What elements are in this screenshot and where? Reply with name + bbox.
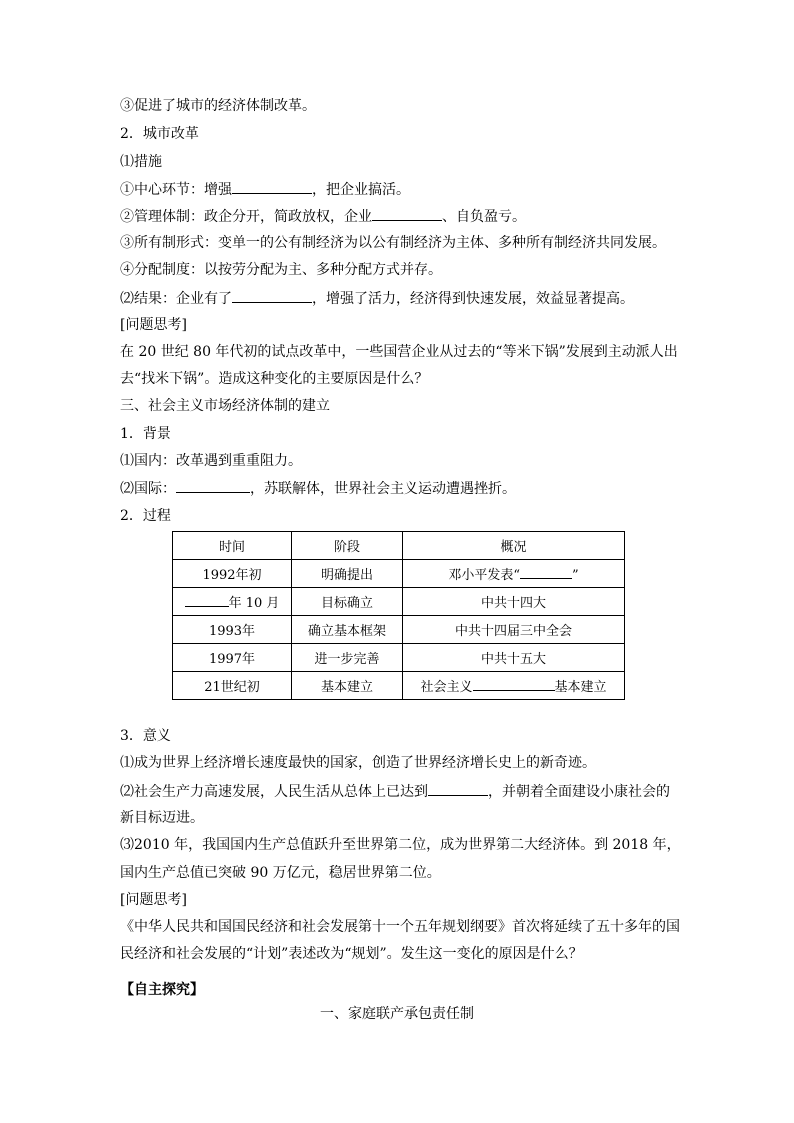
text-line: ④分配制度：以按劳分配为主、多种分配方式并存。 xyxy=(120,262,442,278)
fill-blank[interactable] xyxy=(428,781,488,796)
table-header-row xyxy=(173,532,625,560)
table-cell: 明确提出 xyxy=(292,560,403,588)
subheading: 3．意义 xyxy=(120,728,171,744)
text-segment: ①中心环节：增强 xyxy=(120,182,232,198)
question-label: [问题思考] xyxy=(120,317,187,333)
text-line: 去“找米下锅”。造成这种变化的主要原因是什么？ xyxy=(120,371,429,387)
text-line: 民经济和社会发展的“计划”表述改为“规划”。发生这一变化的原因是什么？ xyxy=(120,946,583,962)
table-cell: 中共十五大 xyxy=(403,644,625,672)
table-cell: 21世纪初 xyxy=(173,672,292,700)
fill-blank[interactable] xyxy=(185,592,229,607)
text-line: 国内生产总值已突破 90 万亿元，稳居世界第二位。 xyxy=(120,865,441,881)
table-cell xyxy=(173,588,292,616)
table-header: 概况 xyxy=(403,532,625,560)
table-cell xyxy=(403,560,625,588)
text-segment: ，把企业搞活。 xyxy=(312,182,410,198)
table-row xyxy=(173,560,625,588)
text-segment: ⑵社会生产力高速发展，人民生活从总体上已达到 xyxy=(120,784,428,800)
subheading: ⑴措施 xyxy=(120,154,162,170)
section-title: 一、家庭联产承包责任制 xyxy=(320,1006,474,1022)
text-segment: 年 10 月 xyxy=(228,596,280,611)
text-line: 新目标迈进。 xyxy=(120,810,204,826)
subheading: 1．背景 xyxy=(120,426,171,442)
table-header: 时间 xyxy=(173,532,292,560)
text-line xyxy=(120,288,634,309)
text-segment: ②管理体制：政企分开，简政放权，企业 xyxy=(120,209,372,225)
text-line: 《中华人民共和国国民经济和社会发展第十一个五年规划纲要》首次将延续了五十多年的国 xyxy=(120,919,680,935)
table-cell xyxy=(403,672,625,700)
fill-blank[interactable] xyxy=(176,478,250,493)
table-cell: 基本建立 xyxy=(292,672,403,700)
text-line xyxy=(120,206,526,227)
process-table xyxy=(172,531,625,700)
text-line: 在 20 世纪 80 年代初的试点改革中，一些国营企业从过去的“等米下锅”发展到主动派人出 xyxy=(120,344,678,360)
subheading: 2．过程 xyxy=(120,508,171,524)
fill-blank[interactable] xyxy=(232,288,312,303)
text-segment: ，并朝着全面建设小康社会的 xyxy=(488,784,670,800)
text-line xyxy=(120,179,410,200)
section-heading: 2．城市改革 xyxy=(120,126,199,142)
text-segment: 基本建立 xyxy=(554,680,607,695)
question-label: [问题思考] xyxy=(120,892,187,908)
table-row xyxy=(173,672,625,700)
table-cell: 目标确立 xyxy=(292,588,403,616)
text-segment: ，苏联解体，世界社会主义运动遭遇挫折。 xyxy=(250,481,516,497)
table-row xyxy=(173,644,625,672)
text-line: ③促进了城市的经济体制改革。 xyxy=(120,98,316,114)
text-segment: ⑵国际： xyxy=(120,481,176,497)
section-heading: 三、社会主义市场经济体制的建立 xyxy=(120,398,330,414)
table-row xyxy=(173,588,625,616)
table-cell: 1992年初 xyxy=(173,560,292,588)
table-row xyxy=(173,616,625,644)
table-cell: 中共十四届三中全会 xyxy=(403,616,625,644)
fill-blank[interactable] xyxy=(520,564,572,579)
fill-blank[interactable] xyxy=(232,179,312,194)
text-segment: 社会主义 xyxy=(420,680,473,695)
text-segment: ⑵结果：企业有了 xyxy=(120,291,232,307)
text-line: ⑴成为世界上经济增长速度最快的国家，创造了世界经济增长史上的新奇迹。 xyxy=(120,755,596,771)
text-line: ③所有制形式：变单一的公有制经济为以公有制经济为主体、多种所有制经济共同发展。 xyxy=(120,235,666,251)
section-label: 【自主探究】 xyxy=(120,982,204,998)
text-line: ⑴国内：改革遇到重重阻力。 xyxy=(120,453,302,469)
text-segment: ，增强了活力，经济得到快速发展，效益显著提高。 xyxy=(312,291,634,307)
fill-blank[interactable] xyxy=(372,206,442,221)
text-line xyxy=(120,478,516,499)
fill-blank[interactable] xyxy=(473,676,555,691)
text-line: ⑶2010 年，我国国内生产总值跃升至世界第二位，成为世界第二大经济体。到 2018 年， xyxy=(120,837,681,853)
text-segment: 、自负盈亏。 xyxy=(442,209,526,225)
table-cell: 1997年 xyxy=(173,644,292,672)
table-header: 阶段 xyxy=(292,532,403,560)
text-line xyxy=(120,781,670,802)
table-cell: 1993年 xyxy=(173,616,292,644)
text-segment: 邓小平发表“ xyxy=(448,568,520,583)
table-cell: 确立基本框架 xyxy=(292,616,403,644)
table-cell: 进一步完善 xyxy=(292,644,403,672)
text-segment: ” xyxy=(572,568,579,583)
table-cell: 中共十四大 xyxy=(403,588,625,616)
